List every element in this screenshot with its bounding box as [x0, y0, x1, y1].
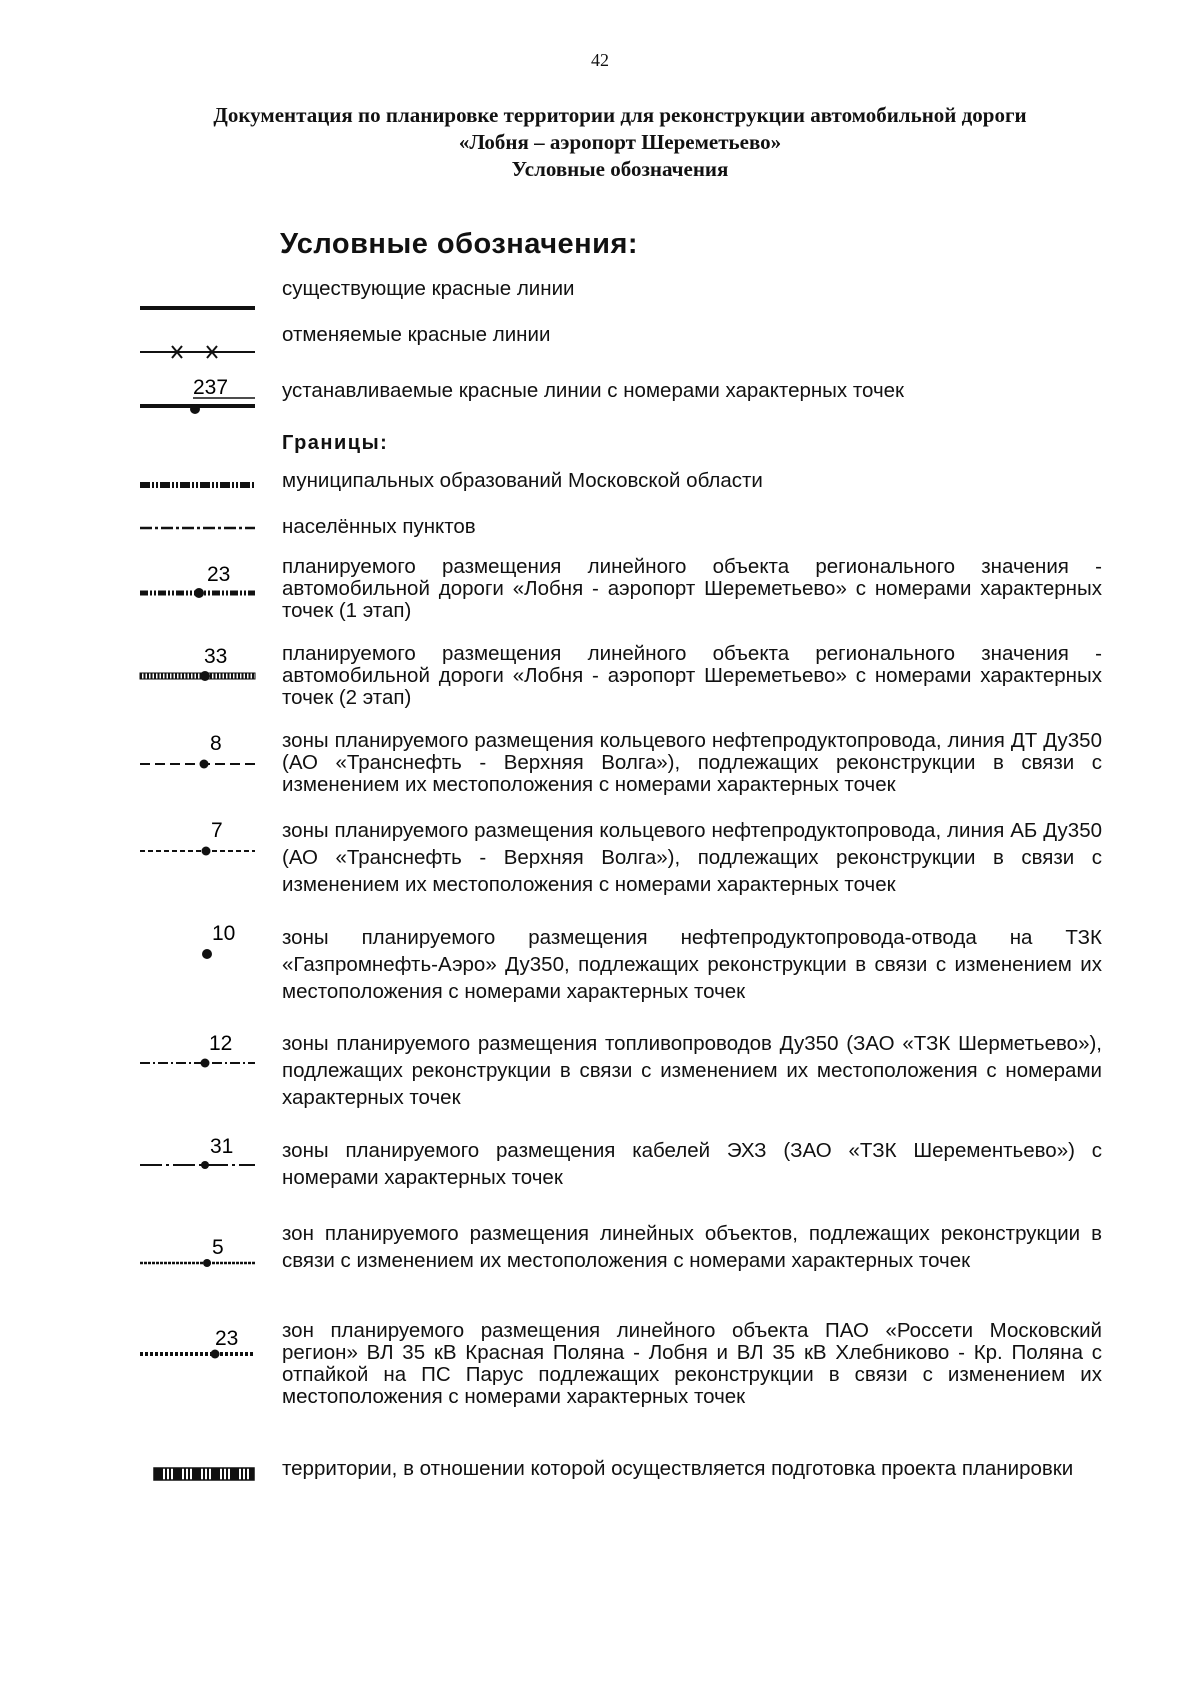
legend-item-text: планируемого размещения линейного объекта регионального значения - автомобильной дороги «Лобня - аэропорт Шереметьево» с номерами характерных точек (2 этап)	[282, 642, 1102, 709]
legend-item-text: населённых пунктов	[282, 515, 476, 538]
point-number: 33	[204, 645, 228, 668]
point-number: 5	[212, 1236, 224, 1259]
legend-item-text: отменяемые красные линии	[282, 323, 551, 346]
legend-item-text: зоны планируемого размещения кольцевого нефтепродуктопровода, линия ДТ Ду350 (АО «Транснефть - Верхняя Волга»), подлежащих реконструкции в связи с изменением их местоположения с номерами характерных точек	[282, 729, 1102, 796]
established-line-symbol	[125, 378, 265, 438]
planning-area-symbol	[125, 1458, 265, 1518]
legend-item-text: планируемого размещения линейного объекта регионального значения - автомобильной дороги «Лобня - аэропорт Шереметьево» с номерами характерных точек (1 этап)	[282, 555, 1102, 622]
document-header	[100, 102, 1140, 183]
linear-objects-symbol	[125, 1220, 265, 1280]
point-number: 237	[193, 376, 229, 399]
legend-item-text: зоны планируемого размещения кольцевого нефтепродуктопровода, линия АБ Ду350 (АО «Транснефть - Верхняя Волга»), подлежащих реконструкции в связи с изменением их местоположения с номерами характерных точек	[282, 819, 1102, 896]
page-number: 42	[591, 50, 609, 70]
fuel-pipelines-symbol	[125, 1030, 265, 1090]
legend-item-text: зон планируемого размещения линейного объекта ПАО «Россети Московский регион» ВЛ 35 кВ Красная Поляна - Лобня и ВЛ 35 кВ Хлебниково - Кр. Поляна с отпайкой на ПС Парус подлежащих реконструкции в связи с изменением их местоположения с номерами характерных точек	[282, 1319, 1102, 1408]
legend-item-text: зоны планируемого размещения топливопроводов Ду350 (ЗАО «ТЗК Шерметьево»), подлежащих реконструкции в связи с изменением их местоположения с номерами характерных точек	[282, 1032, 1102, 1109]
legend-item-text: зон планируемого размещения линейных объектов, подлежащих реконструкции в связи с изменением их местоположения с номерами характерных точек	[282, 1222, 1102, 1272]
branch-pipeline-symbol	[125, 924, 265, 984]
legend-title: Условные обозначения:	[280, 228, 639, 260]
header-line-1: Документация по планировке территории для реконструкции автомобильной дороги	[213, 103, 1027, 127]
header-line-2: «Лобня – аэропорт Шереметьево»	[458, 130, 782, 154]
dt-pipeline-symbol	[125, 730, 265, 790]
point-number: 8	[210, 732, 222, 755]
legend-item-text: зоны планируемого размещения кабелей ЭХЗ (ЗАО «ТЗК Шерементьево») с номерами характерных точек	[282, 1139, 1102, 1189]
point-number: 10	[212, 922, 236, 945]
point-number: 23	[215, 1327, 239, 1350]
borders-heading: Границы:	[282, 432, 389, 454]
ecp-cables-symbol	[125, 1137, 265, 1197]
legend-item-text: муниципальных образований Московской области	[282, 469, 763, 492]
legend-item-text: зоны планируемого размещения нефтепродуктопровода-отвода на ТЗК «Газпромнефть-Аэро» Ду350, подлежащих реконструкции в связи с изменением их местоположения с номерами характерных точек	[282, 926, 1102, 1003]
road-stage-2-symbol	[125, 643, 265, 703]
point-number: 12	[209, 1032, 233, 1055]
point-number: 23	[207, 563, 231, 586]
crossed-line-symbol	[125, 324, 265, 354]
solid-line-symbol	[125, 278, 265, 308]
header-line-3: Условные обозначения	[511, 157, 729, 181]
road-stage-1-symbol	[125, 556, 265, 616]
point-number: 31	[210, 1135, 234, 1158]
legend-item-text: территории, в отношении которой осуществляется подготовка проекта планировки	[282, 1457, 1074, 1480]
legend-item-text: существующие красные линии	[282, 277, 575, 300]
power-lines-symbol	[125, 1320, 265, 1380]
point-number: 7	[211, 819, 223, 842]
legend-item-text: устанавливаемые красные линии с номерами характерных точек	[282, 379, 905, 402]
ab-pipeline-symbol	[125, 817, 265, 877]
